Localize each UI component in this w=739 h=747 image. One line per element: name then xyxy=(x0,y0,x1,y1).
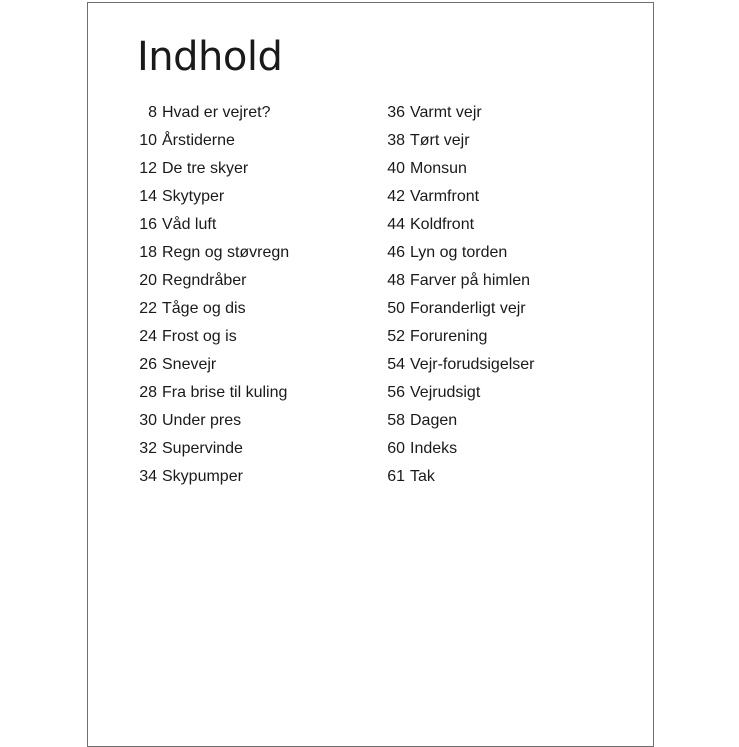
toc-entry-label: Vejr-forudsigelser xyxy=(410,356,535,373)
toc-page-number: 18 xyxy=(139,244,157,261)
toc-entry-label: Regn og støvregn xyxy=(162,244,290,261)
toc-page-number: 40 xyxy=(387,160,405,177)
toc-entry-label: Forurening xyxy=(410,328,488,345)
toc-page-number: 22 xyxy=(139,300,157,317)
toc-page-number: 42 xyxy=(387,188,405,205)
toc-entry-label: Foranderligt vejr xyxy=(410,300,526,317)
toc-entry xyxy=(135,295,289,323)
toc-page-number: 52 xyxy=(387,328,405,345)
toc-entry xyxy=(135,99,289,127)
toc-entry xyxy=(135,435,289,463)
toc-entry-label: Monsun xyxy=(410,160,467,177)
toc-entry-label: Varmt vejr xyxy=(410,104,482,121)
toc-entry-label: Fra brise til kuling xyxy=(162,384,288,401)
toc-entry xyxy=(135,407,289,435)
toc-entry xyxy=(135,183,289,211)
toc-entry xyxy=(383,239,535,267)
toc-page-number: 8 xyxy=(148,104,157,121)
toc-entry xyxy=(135,463,289,491)
toc-page-number: 36 xyxy=(387,104,405,121)
toc-page-number: 14 xyxy=(139,188,157,205)
page-title: Indhold xyxy=(137,34,283,80)
toc-entry xyxy=(383,267,535,295)
toc-entry-label: Tak xyxy=(410,468,435,485)
toc-entry-label: Dagen xyxy=(410,412,458,429)
toc-page-number: 12 xyxy=(139,160,157,177)
toc-entry xyxy=(135,351,289,379)
toc-column-right xyxy=(383,99,535,491)
toc-entry-label: Lyn og torden xyxy=(410,244,508,261)
toc-entry xyxy=(135,267,289,295)
toc-entry xyxy=(383,211,535,239)
toc-page-number: 32 xyxy=(139,440,157,457)
toc-page-number: 58 xyxy=(387,412,405,429)
toc-page-number: 24 xyxy=(139,328,157,345)
toc-entry xyxy=(383,295,535,323)
toc-page-number: 61 xyxy=(387,468,405,485)
toc-entry-label: Hvad er vejret? xyxy=(162,104,271,121)
toc-entry-label: Årstiderne xyxy=(162,132,235,149)
toc-entry xyxy=(383,463,535,491)
toc-entry xyxy=(383,435,535,463)
toc-entry xyxy=(383,379,535,407)
toc-entry-label: De tre skyer xyxy=(162,160,249,177)
toc-entry-label: Under pres xyxy=(162,412,242,429)
toc-entry-label: Snevejr xyxy=(162,356,217,373)
toc-entry-label: Våd luft xyxy=(162,216,217,233)
toc-entry xyxy=(383,323,535,351)
toc-page-number: 56 xyxy=(387,384,405,401)
toc-entry xyxy=(383,127,535,155)
toc-entry xyxy=(383,183,535,211)
toc-entry-label: Regndråber xyxy=(162,272,247,289)
toc-entry xyxy=(135,211,289,239)
toc-entry-label: Tåge og dis xyxy=(162,300,246,317)
toc-entry xyxy=(135,127,289,155)
toc-entry xyxy=(135,379,289,407)
toc-page-number: 34 xyxy=(139,468,157,485)
toc-entry-label: Frost og is xyxy=(162,328,237,345)
toc-entry-label: Farver på himlen xyxy=(410,272,531,289)
toc-entry-label: Indeks xyxy=(410,440,458,457)
toc-page-number: 50 xyxy=(387,300,405,317)
toc-page-number: 54 xyxy=(387,356,405,373)
toc-entry-label: Skytyper xyxy=(162,188,225,205)
toc-entry-label: Koldfront xyxy=(410,216,475,233)
toc-page-number: 20 xyxy=(139,272,157,289)
toc-column-left xyxy=(135,99,289,491)
toc-entry-label: Vejrudsigt xyxy=(410,384,481,401)
toc-page-number: 16 xyxy=(139,216,157,233)
toc-entry xyxy=(383,351,535,379)
toc-page-number: 48 xyxy=(387,272,405,289)
toc-entry xyxy=(383,99,535,127)
toc-page-number: 46 xyxy=(387,244,405,261)
toc-entry xyxy=(383,407,535,435)
toc-entry xyxy=(135,323,289,351)
toc-entry-label: Skypumper xyxy=(162,468,243,485)
toc-page-number: 44 xyxy=(387,216,405,233)
toc-entry xyxy=(383,155,535,183)
toc-page-number: 26 xyxy=(139,356,157,373)
toc-page-number: 10 xyxy=(139,132,157,149)
toc-entry xyxy=(135,155,289,183)
toc-page-number: 38 xyxy=(387,132,405,149)
toc-page-number: 28 xyxy=(139,384,157,401)
toc-entry-label: Supervinde xyxy=(162,440,243,457)
document-page xyxy=(87,2,654,747)
toc-page-number: 30 xyxy=(139,412,157,429)
toc-entry-label: Tørt vejr xyxy=(410,132,470,149)
toc-entry-label: Varmfront xyxy=(410,188,480,205)
toc-page-number: 60 xyxy=(387,440,405,457)
toc-entry xyxy=(135,239,289,267)
